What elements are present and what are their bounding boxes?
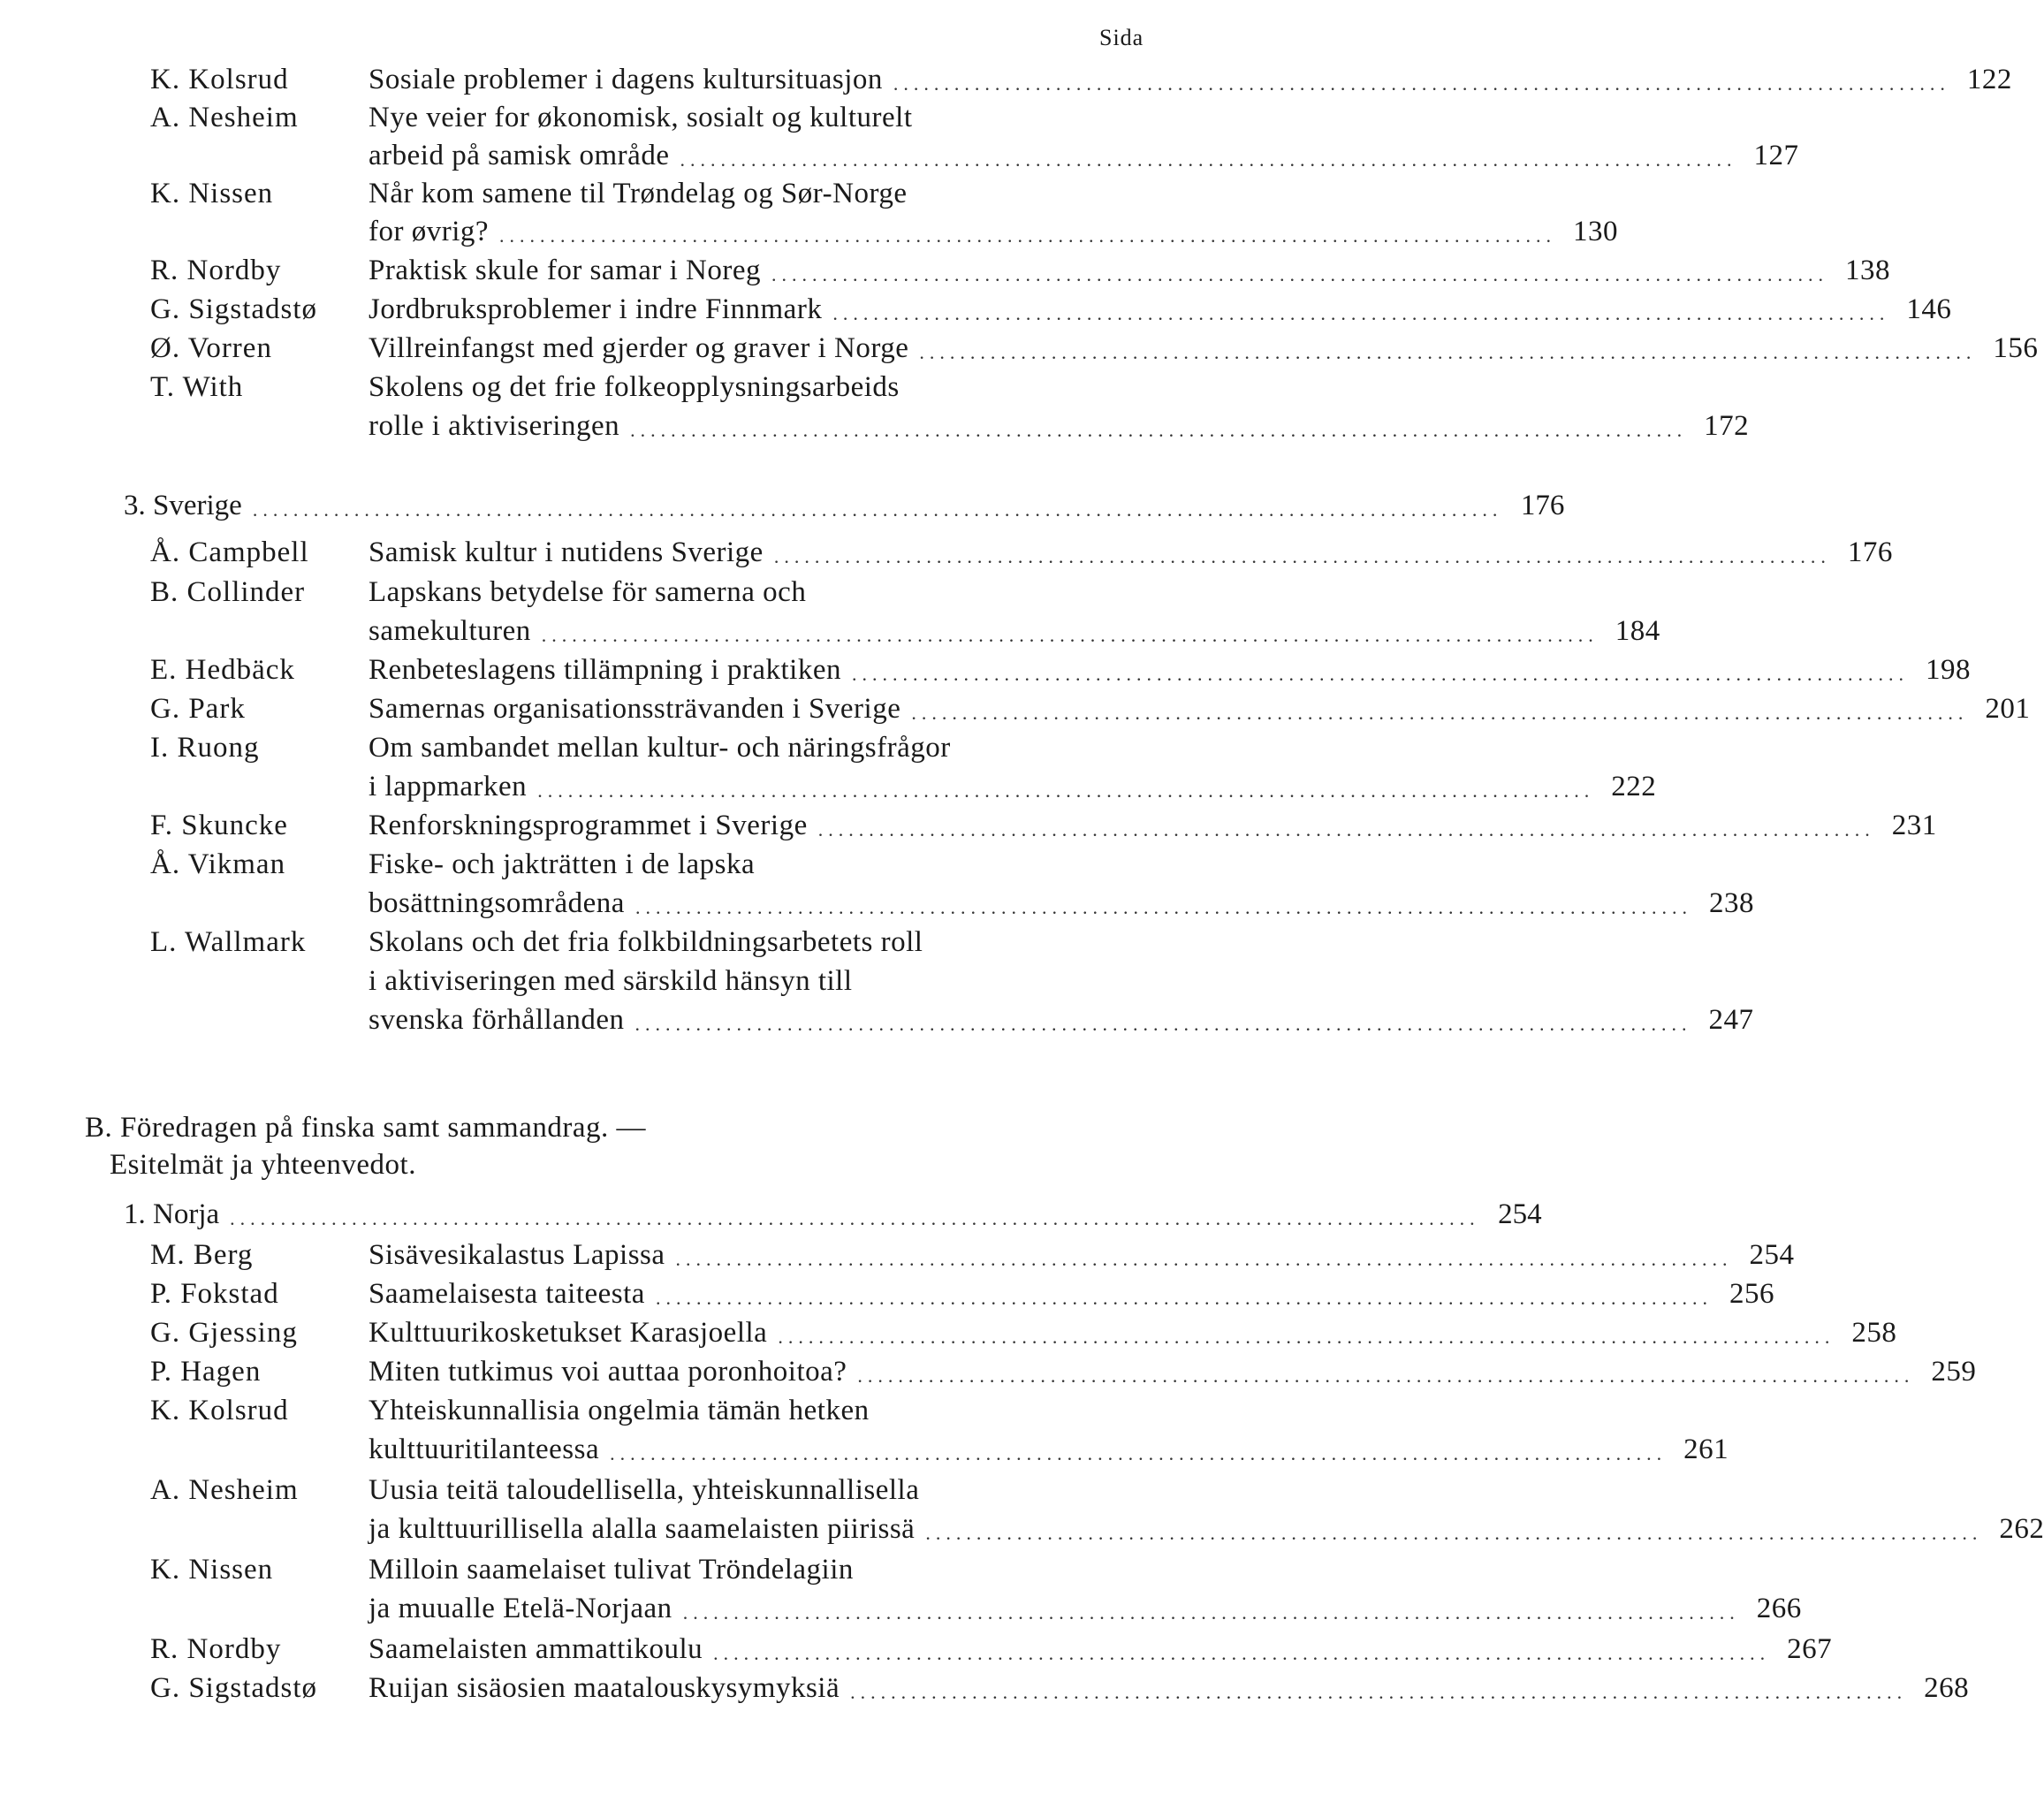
page-number: 201 bbox=[1985, 693, 2031, 725]
entry-title: Praktisk skule for samar i Noreg bbox=[369, 255, 761, 286]
toc-line[interactable] bbox=[369, 331, 2039, 366]
author-nissen: K. Nissen bbox=[150, 1554, 274, 1586]
entry-title: Renbeteslagens tillämpning i praktiken bbox=[369, 654, 841, 686]
entry-title: Milloin saamelaiset tulivat Tröndelagiin bbox=[369, 1554, 854, 1586]
toc-line[interactable] bbox=[369, 613, 1660, 649]
leader-dots: ........................................................................................................ bbox=[610, 1442, 1668, 1464]
toc-line[interactable] bbox=[369, 691, 2031, 726]
entry-title: Samisk kultur i nutidens Sverige bbox=[369, 536, 764, 568]
entry-title: Fiske- och jakträtten i de lapska bbox=[369, 848, 756, 880]
entry-title: Jordbruksproblemer i indre Finnmark bbox=[369, 293, 823, 325]
leader-dots: ........................................................................................................ bbox=[893, 72, 1950, 95]
leader-dots: ........................................................................................................ bbox=[537, 780, 1595, 802]
entry-title: rolle i aktiviseringen bbox=[369, 410, 620, 442]
part-b-heading: B. Föredragen på finska samt sammandrag. — bbox=[85, 1112, 647, 1144]
author-ruong: I. Ruong bbox=[150, 732, 260, 764]
toc-line[interactable] bbox=[369, 1432, 1729, 1467]
toc-line[interactable] bbox=[369, 214, 1619, 249]
author-wallmark: L. Wallmark bbox=[150, 926, 307, 958]
entry-title: Samernas organisationssträvanden i Sverige bbox=[369, 693, 901, 725]
section-title: 1. Norja bbox=[124, 1198, 220, 1230]
leader-dots: ........................................................................................................ bbox=[911, 702, 1969, 724]
author-campbell: Å. Campbell bbox=[150, 536, 309, 568]
page-number: 184 bbox=[1615, 615, 1660, 647]
leader-dots: ........................................................................................................ bbox=[541, 624, 1599, 646]
page-number: 146 bbox=[1906, 293, 1952, 325]
toc-line[interactable] bbox=[369, 1276, 1774, 1312]
page-number: 254 bbox=[1749, 1239, 1795, 1271]
author-with: T. With bbox=[150, 371, 244, 403]
entry-title: samekulturen bbox=[369, 615, 531, 647]
entry-title: Skolans och det fria folkbildningsarbetets roll bbox=[369, 926, 923, 958]
author-kolsrud: K. Kolsrud bbox=[150, 64, 289, 95]
page-number: 247 bbox=[1708, 1004, 1754, 1036]
author-nissen: K. Nissen bbox=[150, 178, 274, 209]
toc-line[interactable] bbox=[369, 1002, 1754, 1038]
author-berg: M. Berg bbox=[150, 1239, 254, 1271]
entry-title: Sosiale problemer i dagens kultursituasjon bbox=[369, 64, 883, 95]
author-sigstadsto: G. Sigstadstø bbox=[150, 293, 318, 325]
entry-title: kulttuuritilanteessa bbox=[369, 1434, 600, 1465]
leader-dots: ........................................................................................................ bbox=[832, 302, 1890, 324]
author-fokstad: P. Fokstad bbox=[150, 1278, 279, 1310]
toc-line[interactable] bbox=[369, 769, 1657, 804]
page-number: 222 bbox=[1611, 771, 1657, 802]
entry-title: for øvrig? bbox=[369, 216, 490, 247]
page-number: 238 bbox=[1708, 887, 1754, 919]
entry-title: Renforskningsprogrammet i Sverige bbox=[369, 810, 808, 841]
leader-dots: ........................................................................................................ bbox=[682, 1601, 1740, 1624]
leader-dots: ........................................................................................................ bbox=[857, 1365, 1915, 1387]
leader-dots: ........................................................................................................ bbox=[773, 545, 1831, 567]
toc-line[interactable] bbox=[369, 1354, 1977, 1389]
entry-title: Miten tutkimus voi auttaa poronhoitoa? bbox=[369, 1356, 847, 1388]
leader-dots: ........................................................................................................ bbox=[713, 1642, 1771, 1664]
leader-dots: ........................................................................................................ bbox=[680, 148, 1737, 171]
toc-line[interactable] bbox=[369, 808, 1937, 843]
page-number: 268 bbox=[1924, 1672, 1970, 1704]
page-number: 261 bbox=[1683, 1434, 1729, 1465]
leader-dots: ........................................................................................................................... bbox=[230, 1207, 1480, 1229]
entry-title: Villreinfangst med gjerder og graver i Norge bbox=[369, 332, 909, 364]
section-heading-sverige[interactable] bbox=[124, 488, 1565, 523]
leader-dots: ........................................................................................................ bbox=[771, 263, 1828, 285]
toc-line[interactable] bbox=[369, 1591, 1802, 1626]
page-number: 172 bbox=[1704, 410, 1750, 442]
author-collinder: B. Collinder bbox=[150, 576, 306, 608]
toc-line[interactable] bbox=[369, 535, 1893, 570]
leader-dots: ........................................................................................................................... bbox=[252, 498, 1503, 521]
toc-line[interactable] bbox=[369, 292, 1952, 327]
toc-line[interactable] bbox=[369, 652, 1971, 688]
entry-title: Yhteiskunnallisia ongelmia tämän hetken bbox=[369, 1395, 870, 1426]
author-hedback: E. Hedbäck bbox=[150, 654, 295, 686]
author-hagen: P. Hagen bbox=[150, 1356, 262, 1388]
page-number: 254 bbox=[1498, 1198, 1542, 1230]
entry-title: Nye veier for økonomisk, sosialt og kulturelt bbox=[369, 102, 913, 133]
page-number: 262 bbox=[1999, 1513, 2044, 1545]
entry-title: i lappmarken bbox=[369, 771, 528, 802]
page-number: 127 bbox=[1753, 140, 1799, 171]
leader-dots: ........................................................................................................ bbox=[778, 1326, 1835, 1348]
author-nordby: R. Nordby bbox=[150, 255, 282, 286]
page-number: 231 bbox=[1891, 810, 1937, 841]
author-kolsrud: K. Kolsrud bbox=[150, 1395, 289, 1426]
entry-title: arbeid på samisk område bbox=[369, 140, 670, 171]
leader-dots: ........................................................................................................ bbox=[634, 896, 1692, 918]
section-heading-norja[interactable] bbox=[124, 1197, 1542, 1232]
leader-dots: ........................................................................................................ bbox=[925, 1522, 1983, 1544]
toc-line[interactable] bbox=[369, 62, 2012, 97]
page-number: 138 bbox=[1845, 255, 1890, 286]
entry-title: bosättningsområdena bbox=[369, 887, 625, 919]
toc-line[interactable] bbox=[369, 1670, 1970, 1706]
leader-dots: ........................................................................................................ bbox=[634, 1013, 1692, 1035]
leader-dots: ........................................................................................................ bbox=[630, 419, 1688, 441]
toc-line[interactable] bbox=[369, 886, 1754, 921]
entry-title: Sisävesikalastus Lapissa bbox=[369, 1239, 665, 1271]
entry-title: Ruijan sisäosien maatalouskysymyksiä bbox=[369, 1672, 840, 1704]
author-nesheim: A. Nesheim bbox=[150, 102, 299, 133]
entry-title: Skolens og det frie folkeopplysningsarbeids bbox=[369, 371, 900, 403]
entry-title: Om sambandet mellan kultur- och näringsfrågor bbox=[369, 732, 951, 764]
page-number: 122 bbox=[1966, 64, 2012, 95]
entry-title: Lapskans betydelse för samerna och bbox=[369, 576, 807, 608]
toc-line[interactable] bbox=[369, 1315, 1897, 1350]
page-column-label: Sida bbox=[1099, 25, 1144, 50]
part-b-subheading: Esitelmät ja yhteenvedot. bbox=[110, 1149, 416, 1181]
toc-line[interactable] bbox=[369, 1511, 2044, 1547]
toc-line[interactable] bbox=[369, 138, 1799, 173]
author-nesheim: A. Nesheim bbox=[150, 1474, 299, 1506]
toc-line[interactable] bbox=[369, 1237, 1795, 1273]
entry-title: svenska förhållanden bbox=[369, 1004, 625, 1036]
page-number: 198 bbox=[1925, 654, 1971, 686]
entry-title: i aktiviseringen med särskild hänsyn till bbox=[369, 965, 853, 997]
leader-dots: ........................................................................................................ bbox=[851, 663, 1909, 685]
page-number: 130 bbox=[1573, 216, 1619, 247]
leader-dots: ........................................................................................................ bbox=[675, 1248, 1733, 1270]
entry-title: Uusia teitä taloudellisella, yhteiskunnallisella bbox=[369, 1474, 920, 1506]
page-number: 156 bbox=[1993, 332, 2039, 364]
page-number: 176 bbox=[1847, 536, 1893, 568]
toc-line[interactable] bbox=[369, 1631, 1833, 1667]
leader-dots: ........................................................................................................ bbox=[817, 818, 1875, 840]
page-number: 267 bbox=[1787, 1633, 1833, 1665]
author-skuncke: F. Skuncke bbox=[150, 810, 288, 841]
author-nordby: R. Nordby bbox=[150, 1633, 282, 1665]
entry-title: ja muualle Etelä-Norjaan bbox=[369, 1593, 672, 1624]
author-park: G. Park bbox=[150, 693, 246, 725]
leader-dots: ........................................................................................................ bbox=[850, 1681, 1908, 1703]
author-vikman: Å. Vikman bbox=[150, 848, 286, 880]
entry-title: Når kom samene til Trøndelag og Sør-Norge bbox=[369, 178, 908, 209]
section-title: 3. Sverige bbox=[124, 490, 242, 521]
entry-title: Saamelaisesta taiteesta bbox=[369, 1278, 645, 1310]
page-number: 259 bbox=[1931, 1356, 1977, 1388]
toc-line[interactable] bbox=[369, 253, 1890, 288]
author-vorren: Ø. Vorren bbox=[150, 332, 272, 364]
author-sigstadsto: G. Sigstadstø bbox=[150, 1672, 318, 1704]
toc-line[interactable] bbox=[369, 408, 1750, 444]
leader-dots: ........................................................................................................ bbox=[499, 224, 1557, 247]
page-number: 266 bbox=[1756, 1593, 1802, 1624]
entry-title: Saamelaisten ammattikoulu bbox=[369, 1633, 703, 1665]
entry-title: Kulttuurikosketukset Karasjoella bbox=[369, 1317, 768, 1349]
author-gjessing: G. Gjessing bbox=[150, 1317, 298, 1349]
leader-dots: ........................................................................................................ bbox=[919, 341, 1977, 363]
page-number: 256 bbox=[1729, 1278, 1774, 1310]
entry-title: ja kulttuurillisella alalla saamelaisten piirissä bbox=[369, 1513, 916, 1545]
page-number: 258 bbox=[1851, 1317, 1897, 1349]
page-number: 176 bbox=[1520, 490, 1565, 521]
leader-dots: ........................................................................................................ bbox=[655, 1287, 1713, 1309]
